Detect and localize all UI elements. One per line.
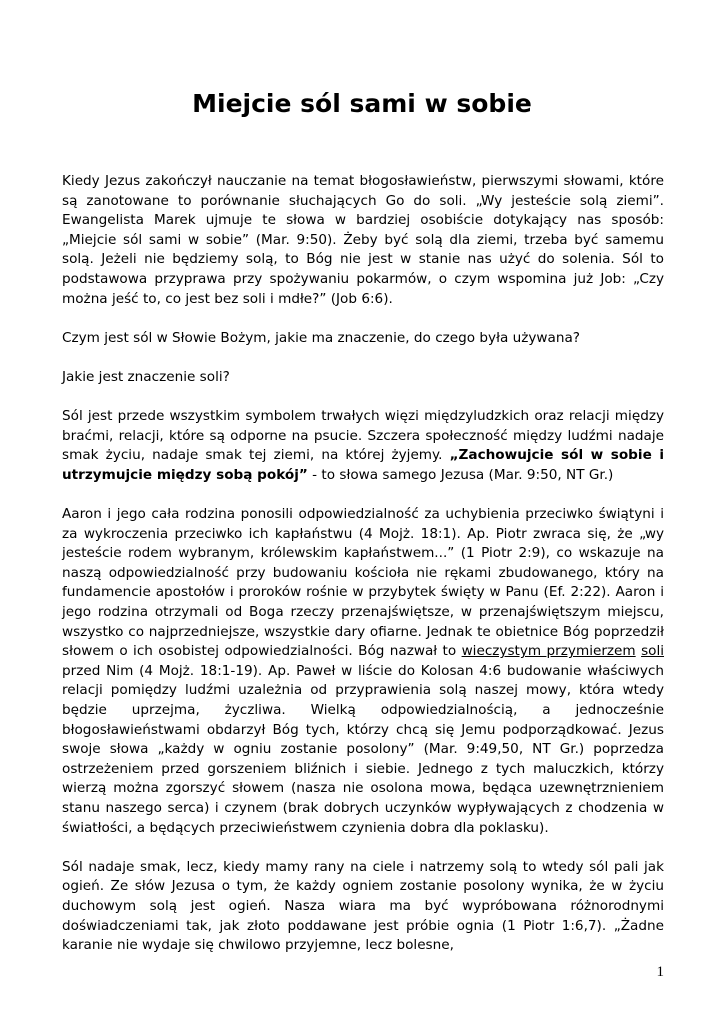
underlined-phrase-covenant: wieczystym przymierzem	[461, 643, 636, 660]
page-title: Miejcie sól sami w sobie	[192, 89, 532, 118]
underlined-phrase-salt: soli	[641, 643, 665, 660]
paragraph-3: Jakie jest znaczenie soli?	[62, 368, 230, 385]
paragraph-4	[62, 407, 664, 485]
paragraph-5-text-before: Aaron i jego cała rodzina ponosili odpowiedzialność za uchybienia przeciwko świątyni i za wykroczenia przeciwko ich kapłaństwu (4 Mojż. 18:1). Ap. Piotr zwraca się, że „wy jesteście rodem wybranym, królewskim kapłaństwem...” (1 Piotr 2:9), co wskazuje na naszą odpowiedzialność przy budowaniu kościoła nie rękami zbudowanego, który na fundamencie apostołów i proroków rośnie w przybytek święty w Panu (Ef. 2:22). Aaron i jego rodzina otrzymali od Boga rzeczy przenajświętsze, w przenajświętszym miejscu, wszystko co najprzedniejsze, wszystkie dary ofiarne. Jednak te obietnice Bóg poprzedził słowem o ich osobistej odpowiedzialności. Bóg nazwał to	[62, 506, 664, 660]
paragraph-4-bold-quote: „Zachowujcie sól w sobie i utrzymujcie między sobą pokój”	[62, 447, 664, 483]
paragraph-4-text-before: Sól jest przede wszystkim symbolem trwałych więzi międzyludzkich oraz relacji między braćmi, relacji, które są odporne na psucie. Szczera społeczność między ludźmi nadaje smak życiu, nadaje smak tej ziemi, na której żyjemy.	[62, 408, 664, 464]
paragraph-6: Sól nadaje smak, lecz, kiedy mamy rany na ciele i natrzemy solą to wtedy sól pali jak ogień. Ze słów Jezusa o tym, że każdy ogniem zostanie posolony wynika, że w życiu duchowym solą jest ogień. Nasza wiara ma być wypróbowana różnorodnymi doświadczeniami tak, jak złoto poddawane jest próbie ognia (1 Piotr 1:6,7). „Żadne karanie nie wydaje się chwilowo przyjemne, lecz bolesne,	[62, 858, 664, 954]
paragraph-4-text-after: - to słowa samego Jezusa (Mar. 9:50, NT Gr.)	[307, 466, 614, 483]
paragraph-1: Kiedy Jezus zakończył nauczanie na temat błogosławieństw, pierwszymi słowami, które są zanotowane to porównanie słuchających Go do soli. „Wy jesteście solą ziemi”. Ewangelista Marek ujmuje te słowa w bardziej osobiście dotykający nas sposób: „Miejcie sól sami w sobie” (Mar. 9:50). Żeby być solą dla ziemi, trzeba być samemu solą. Jeżeli nie będziemy solą, to Bóg nie jest w stanie nas użyć do solenia. Sól to podstawowa przyprawa przy spożywaniu pokarmów, o czym wspomina już Job: „Czy można jeść to, co jest bez soli i mdłe?” (Job 6:6).	[62, 173, 664, 307]
paragraph-5-text-after: przed Nim (4 Mojż. 18:1-19). Ap. Paweł w liście do Kolosan 4:6 budowanie właściwych relacji pomiędzy ludźmi uzależnia od przyprawienia solą naszej mowy, która wtedy będzie uprzejma, życzliwa. Wielką odpowiedzialnością, a jednocześnie błogosławieństwami obdarzył Bóg tych, którzy chcą się Jemu podporządkować. Jezus swoje słowa „każdy w ogniu zostanie posolony” (Mar. 9:49,50, NT Gr.) poprzedza ostrzeżeniem przed gorszeniem bliźnich i siebie. Jednego z tych maluczkich, którzy wierzą można zgorszyć słowem (nasza nie osolona mowa, będąca uzewnętrznieniem stanu naszego serca) i czynem (brak dobrych uczynków wypływających z chodzenia w światłości, a będących przeciwieństwem czynienia dobra dla poklasku).	[62, 662, 664, 836]
document-body	[62, 172, 664, 975]
paragraph-5	[62, 505, 664, 838]
page-number: 1	[656, 964, 664, 980]
paragraph-2: Czym jest sól w Słowie Bożym, jakie ma znaczenie, do czego była używana?	[62, 329, 581, 346]
